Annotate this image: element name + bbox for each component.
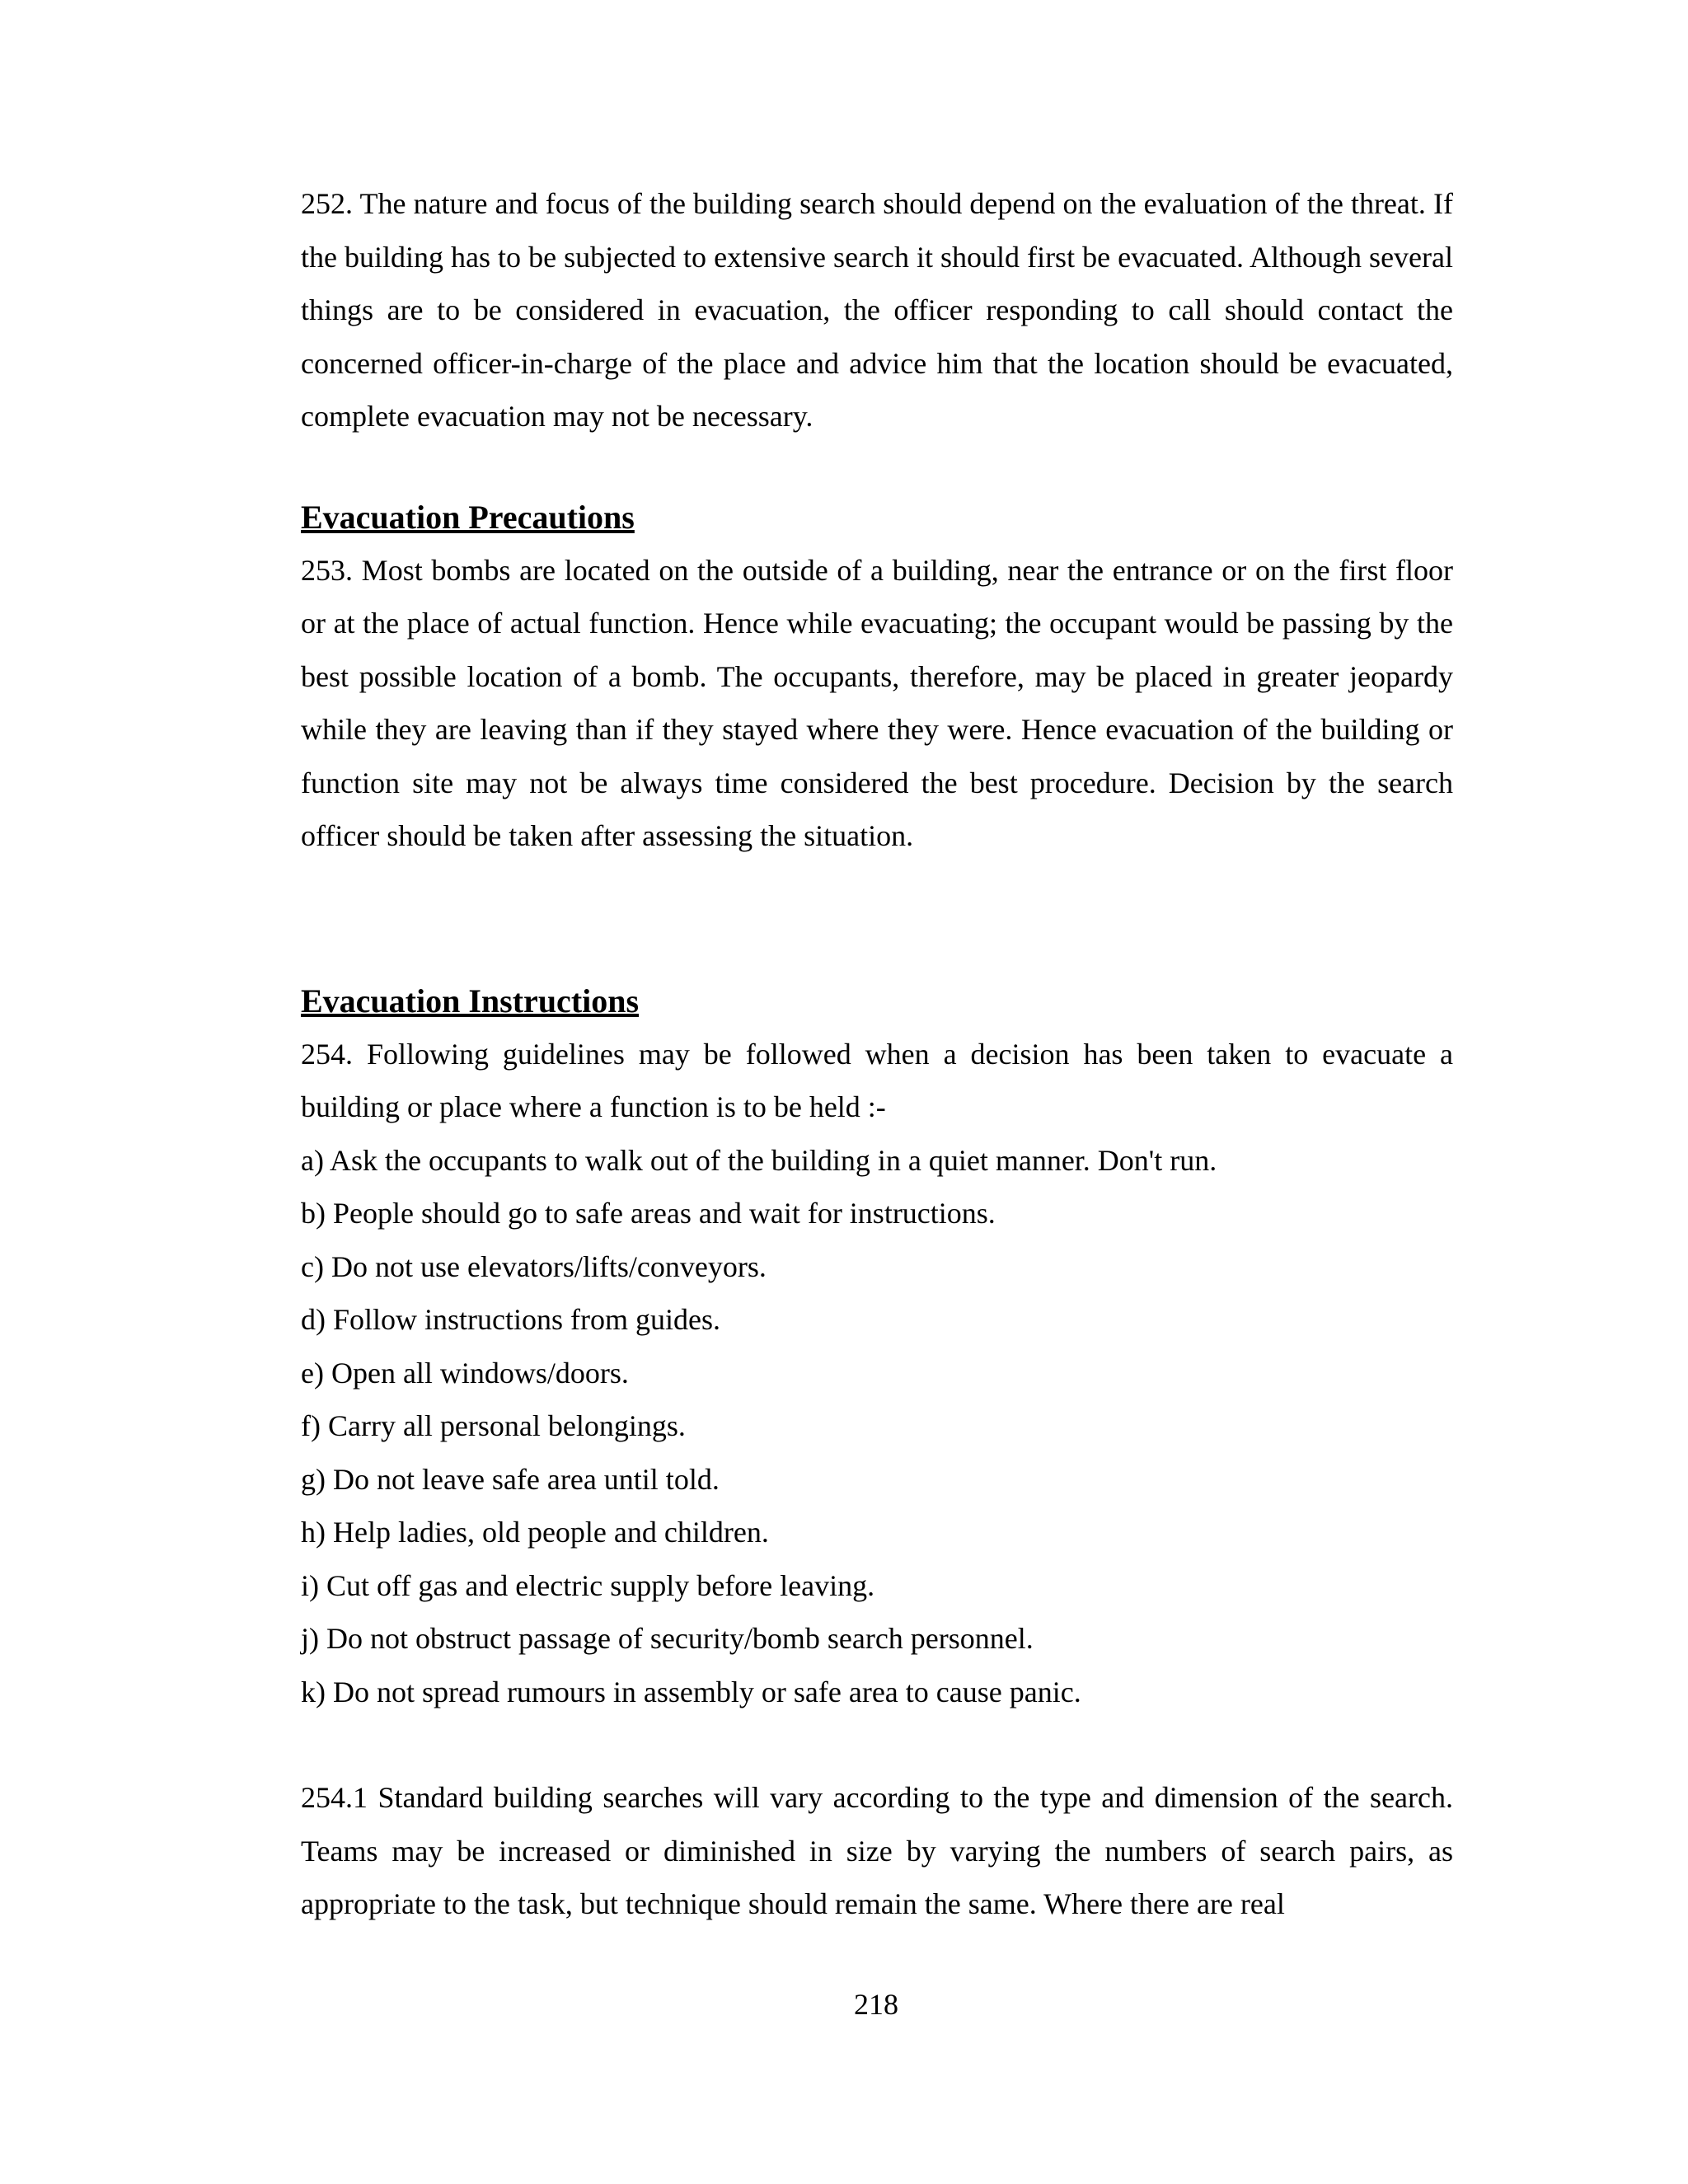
paragraph-252: 252. The nature and focus of the building search should depend on the evaluation of the threat. If the building has to be subjected to extensive search it should first be evacuated. Although several things are to be considered in evacuation, the officer responding to call should contact the concerned officer-in-charge of the place and advice him that the location should be evacuated, complete evacuation may not be necessary. (301, 187, 1453, 433)
spacer (301, 863, 1453, 975)
list-item: b) People should go to safe areas and wait for instructions. (301, 1197, 996, 1230)
page-number: 218 (854, 1988, 898, 2021)
paragraph-254: 254. Following guidelines may be followed when a decision has been taken to evacuate a building or place where a function is to be held :- (301, 1037, 1453, 1123)
spacer (301, 443, 1453, 491)
list-item: h) Help ladies, old people and children. (301, 1516, 769, 1549)
paragraph-254-1: 254.1 Standard building searches will vary according to the type and dimension of the search. Teams may be increased or diminished in size by varying the numbers of search pairs, as appropriate to the task, but technique should remain the same. Where there are real (301, 1781, 1453, 1920)
instructions-list (301, 1134, 1453, 1719)
list-item: e) Open all windows/doors. (301, 1356, 629, 1390)
document-page (301, 177, 1453, 1931)
list-item: i) Cut off gas and electric supply before leaving. (301, 1568, 875, 1602)
list-item: a) Ask the occupants to walk out of the building in a quiet manner. Don't run. (301, 1143, 1217, 1177)
list-item: k) Do not spread rumours in assembly or safe area to cause panic. (301, 1675, 1081, 1708)
list-item: f) Carry all personal belongings. (301, 1409, 686, 1442)
list-item: j) Do not obstruct passage of security/bomb search personnel. (301, 1622, 1034, 1655)
heading-evacuation-instructions: Evacuation Instructions (301, 982, 640, 1019)
list-item: d) Follow instructions from guides. (301, 1303, 720, 1336)
heading-evacuation-precautions: Evacuation Precautions (301, 498, 635, 536)
paragraph-253: 253. Most bombs are located on the outside of a building, near the entrance or on the first floor or at the place of actual function. Hence while evacuating; the occupant would be passing by the best possible location of a bomb. The occupants, therefore, may be placed in greater jeopardy while they are leaving than if they stayed where they were. Hence evacuation of the building or function site may not be always time considered the best procedure. Decision by the search officer should be taken after assessing the situation. (301, 553, 1453, 852)
list-item: c) Do not use elevators/lifts/conveyors. (301, 1249, 767, 1283)
list-item: g) Do not leave safe area until told. (301, 1462, 720, 1496)
spacer (301, 1718, 1453, 1771)
